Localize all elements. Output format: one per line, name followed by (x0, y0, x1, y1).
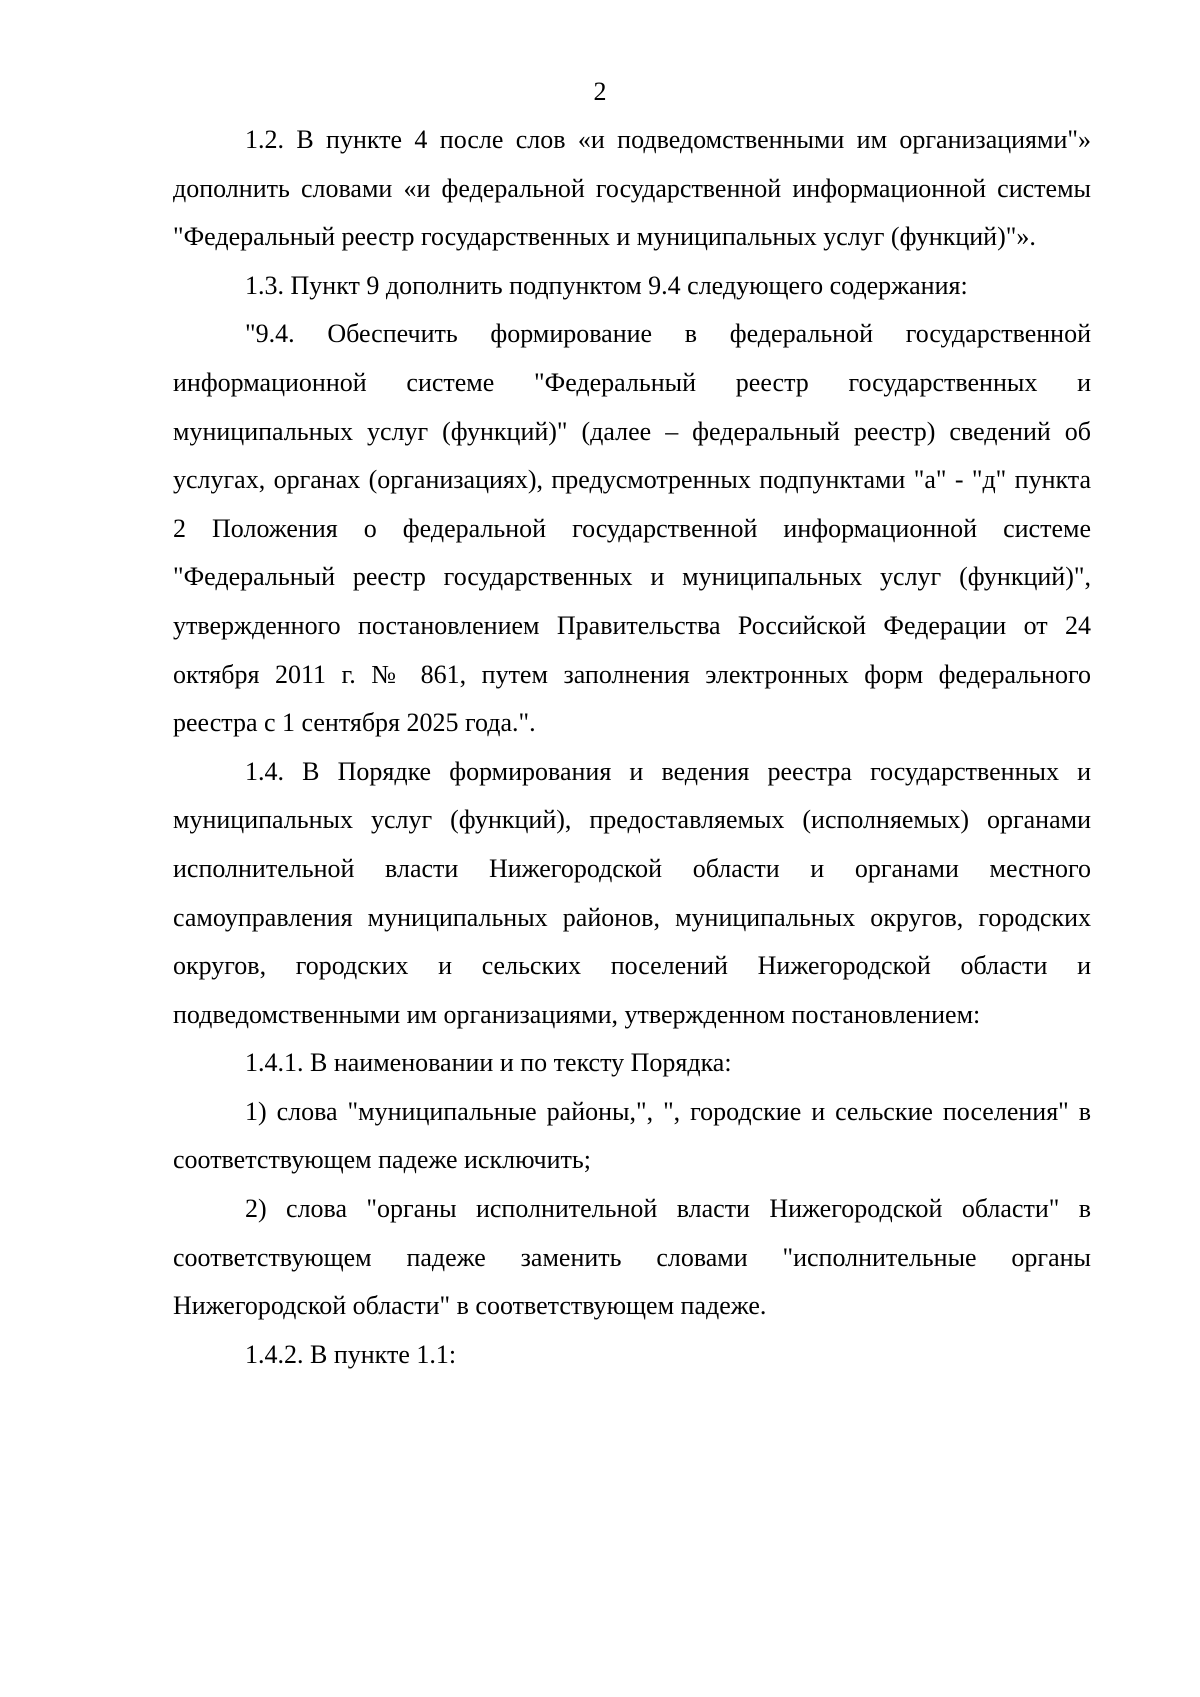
page-number: 2 (593, 77, 607, 106)
paragraph-9-4: "9.4. Обеспечить формирование в федеральной государственной информационной системе "Федеральный реестр государственных и муниципальных услуг (функций)" (далее – федеральный реестр) сведений об услугах, органах (организациях), предусмотренных подпунктами "а" - "д" пункта 2 Положения о федеральной государственной информационной системе "Федеральный реестр государственных и муниципальных услуг (функций)", утвержденного постановлением Правительства Российской Федерации от 24 октября 2011 г. № 861, путем заполнения электронных форм федерального реестра с 1 сентября 2025 года.". (173, 319, 1091, 738)
paragraph-1-3: 1.3. Пункт 9 дополнить подпунктом 9.4 следующего содержания: (245, 270, 968, 300)
paragraph-1-4-2: 1.4.2. В пункте 1.1: (245, 1339, 457, 1369)
paragraph-item-2: 2) слова "органы исполнительной власти Нижегородской области" в соответствующем падеже заменить словами "исполнительные органы Нижегородской области" в соответствующем падеже. (173, 1194, 1091, 1321)
document-body (173, 116, 1091, 1379)
paragraph-item-1: 1) слова "муниципальные районы,", ", городские и сельские поселения" в соответствующем падеже исключить; (173, 1096, 1091, 1175)
paragraph-1-4: 1.4. В Порядке формирования и ведения реестра государственных и муниципальных услуг (функций), предоставляемых (исполняемых) органами исполнительной власти Нижегородской области и органами местного самоуправления муниципальных районов, муниципальных округов, городских округов, городских и сельских поселений Нижегородской области и подведомственными им организациями, утвержденном постановлением: (173, 756, 1091, 1029)
paragraph-1-2: 1.2. В пункте 4 после слов «и подведомственными им организациями"» дополнить словами «и федеральной государственной информационной системы "Федеральный реестр государственных и муниципальных услуг (функций)"». (173, 125, 1091, 252)
paragraph-1-4-1: 1.4.1. В наименовании и по тексту Порядка: (245, 1048, 732, 1078)
